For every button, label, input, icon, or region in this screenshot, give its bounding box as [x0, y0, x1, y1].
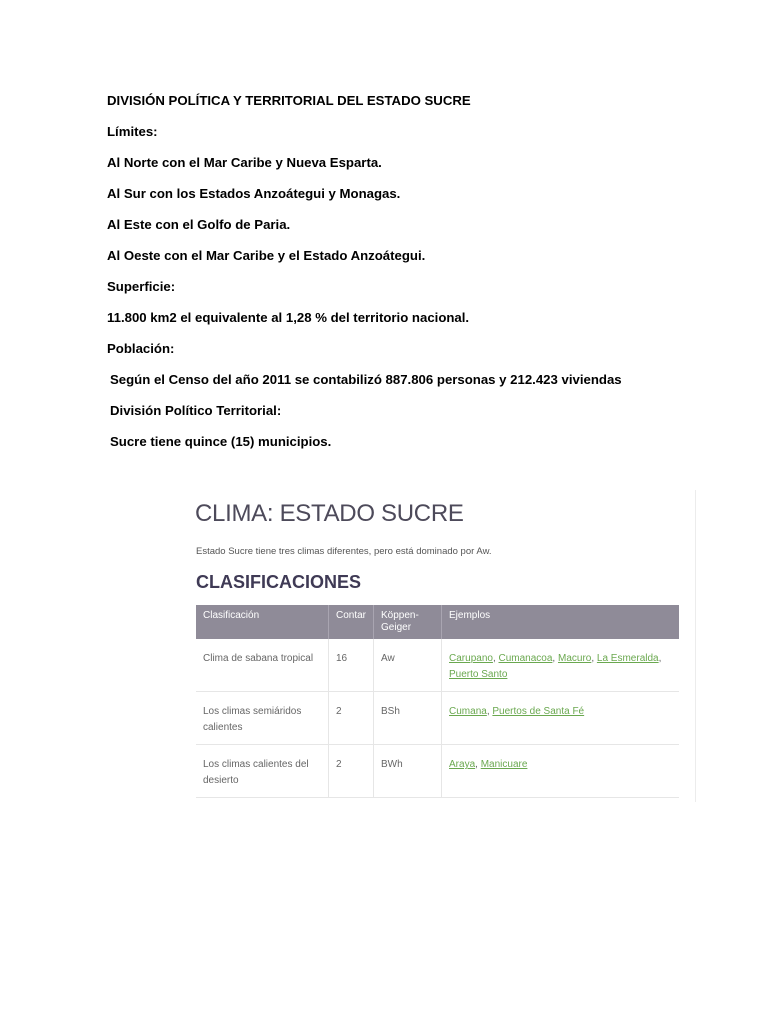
header-ejemplos: Ejemplos: [442, 605, 679, 639]
header-clasificacion: Clasificación: [196, 605, 329, 639]
table-row: [196, 692, 679, 745]
example-link[interactable]: Cumanacoa: [498, 653, 553, 664]
cell-contar: 2: [329, 692, 374, 745]
cell-clasificacion: Los climas semiáridos calientes: [196, 692, 329, 745]
link-separator: ,: [492, 653, 499, 664]
cell-ejemplos: [442, 639, 679, 692]
table-row: [196, 639, 679, 692]
climate-description: Estado Sucre tiene tres climas diferentes, pero está dominado por Aw.: [196, 546, 492, 557]
header-contar: Contar: [329, 605, 374, 639]
example-link[interactable]: Cumana: [449, 706, 487, 717]
climate-title: CLIMA: ESTADO SUCRE: [195, 500, 464, 527]
link-separator: ,: [591, 653, 597, 664]
classifications-heading: CLASIFICACIONES: [196, 572, 362, 592]
example-link[interactable]: La Esmeralda: [596, 653, 659, 664]
link-separator: ,: [658, 653, 662, 664]
cell-koppen: BSh: [374, 692, 442, 745]
limit-east: Al Este con el Golfo de Paria.: [107, 217, 291, 232]
cell-contar: 16: [329, 639, 374, 692]
example-link[interactable]: Macuro: [557, 653, 592, 664]
population-label: Población:: [107, 341, 175, 356]
cell-clasificacion: Los climas calientes del desierto: [196, 745, 329, 798]
climate-screenshot: [195, 490, 696, 802]
population-value: Según el Censo del año 2011 se contabilizó 887.806 personas y 212.423 viviendas: [110, 372, 622, 387]
table-row: [196, 745, 679, 798]
surface-label: Superficie:: [107, 279, 176, 294]
division-label: División Político Territorial:: [110, 403, 282, 418]
example-link[interactable]: Puertos de Santa Fé: [492, 706, 585, 717]
limits-label: Límites:: [107, 124, 158, 139]
surface-value: 11.800 km2 el equivalente al 1,28 % del territorio nacional.: [107, 310, 470, 325]
link-separator: ,: [486, 706, 493, 717]
cell-koppen: Aw: [374, 639, 442, 692]
limit-west: Al Oeste con el Mar Caribe y el Estado Anzoátegui.: [107, 248, 426, 263]
limit-north: Al Norte con el Mar Caribe y Nueva Esparta.: [107, 155, 382, 170]
cell-clasificacion: Clima de sabana tropical: [196, 639, 329, 692]
example-link[interactable]: Carupano: [449, 653, 493, 664]
division-value: Sucre tiene quince (15) municipios.: [110, 434, 332, 449]
document-heading: DIVISIÓN POLÍTICA Y TERRITORIAL DEL ESTADO SUCRE: [107, 93, 471, 108]
cell-ejemplos: [442, 692, 679, 745]
climate-table: [196, 605, 679, 798]
document-body: [107, 92, 707, 464]
limit-south: Al Sur con los Estados Anzoátegui y Monagas.: [107, 186, 401, 201]
header-koppen: Köppen-Geiger: [374, 605, 442, 639]
cell-koppen: BWh: [374, 745, 442, 798]
table-body: [196, 639, 679, 798]
cell-contar: 2: [329, 745, 374, 798]
example-link[interactable]: Manicuare: [480, 759, 528, 770]
example-link[interactable]: Araya: [449, 759, 476, 770]
link-separator: ,: [475, 759, 481, 770]
table-header-row: [196, 605, 679, 639]
example-link[interactable]: Puerto Santo: [449, 669, 508, 680]
cell-ejemplos: [442, 745, 679, 798]
link-separator: ,: [552, 653, 558, 664]
